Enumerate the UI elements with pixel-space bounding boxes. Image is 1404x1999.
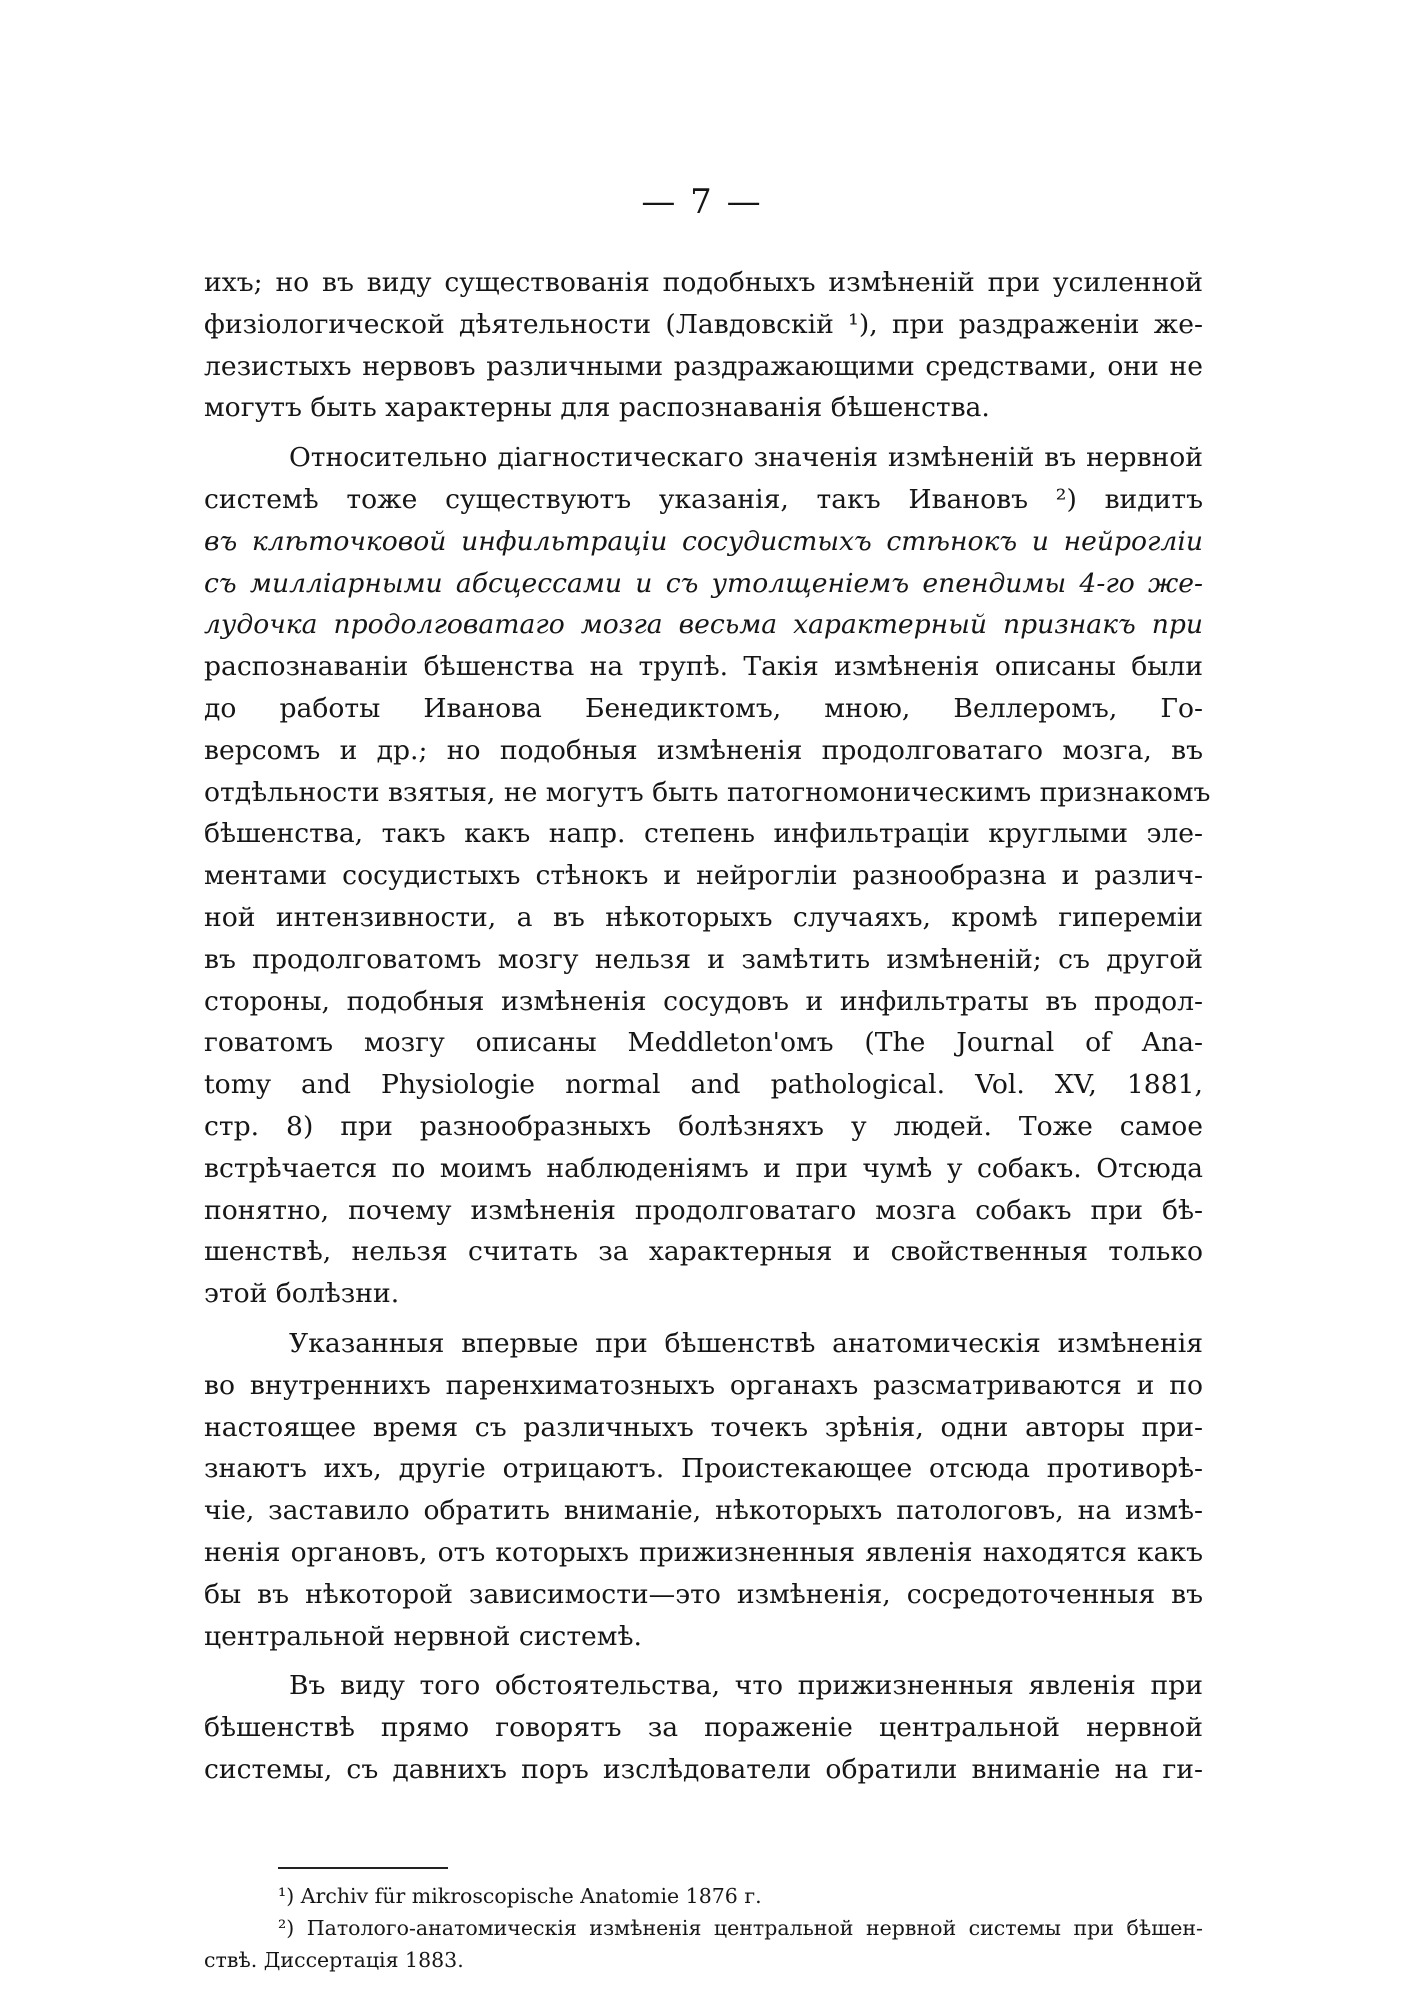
paragraph-1 bbox=[204, 262, 1203, 429]
text-line-italic: съ милліарными абсцессами и съ утолщеніемъ епендимы 4-го же- bbox=[204, 567, 1203, 599]
text-line: въ продолговатомъ мозгу нельзя и замѣтить измѣненій; съ другой bbox=[204, 943, 1203, 975]
text-line: этой болѣзни. bbox=[204, 1278, 400, 1310]
text-line: системы, съ давнихъ поръ изслѣдователи обратили вниманіе на ги- bbox=[204, 1753, 1203, 1785]
text-line: Въ виду того обстоятельства, что прижизненныя явленія при bbox=[289, 1670, 1203, 1702]
text-line: ментами сосудистыхъ стѣнокъ и нейрогліи разнообразна и различ- bbox=[204, 860, 1203, 892]
footnote-divider bbox=[278, 1867, 448, 1869]
text-line: ной интензивности, а въ нѣкоторыхъ случаяхъ, кромѣ гипереміи bbox=[204, 901, 1203, 933]
paragraph-3 bbox=[204, 1323, 1203, 1657]
text-line: понятно, почему измѣненія продолговатаго мозга собакъ при бѣ- bbox=[204, 1194, 1203, 1226]
footnote-1: ¹) Archiv für mikroscopische Anatomie 1876 г. bbox=[278, 1884, 762, 1908]
text-line: лезистыхъ нервовъ различными раздражающими средствами, они не bbox=[204, 350, 1203, 382]
text-line-italic: лудочка продолговатаго мозга весьма характерный признакъ при bbox=[204, 609, 1203, 641]
text-line: ненія органовъ, отъ которыхъ прижизненныя явленія находятся какъ bbox=[204, 1536, 1203, 1568]
text-line: говатомъ мозгу описаны Meddleton'омъ (The Journal of Ana- bbox=[204, 1027, 1203, 1059]
text-line: стр. 8) при разнообразныхъ болѣзняхъ у людей. Тоже самое bbox=[204, 1110, 1203, 1142]
text-line: Указанныя впервые при бѣшенствѣ анатомическія измѣненія bbox=[289, 1327, 1203, 1359]
text-line: отдѣльности взятыя, не могутъ быть патогномоническимъ признакомъ bbox=[204, 776, 1211, 808]
text-line: чіе, заставило обратить вниманіе, нѣкоторыхъ патологовъ, на измѣ- bbox=[204, 1495, 1203, 1527]
text-line-italic: въ клѣточковой инфильтраціи сосудистыхъ стѣнокъ и нейрогліи bbox=[204, 525, 1203, 557]
text-line: ихъ; но въ виду существованія подобныхъ измѣненій при усиленной bbox=[204, 267, 1203, 298]
footnote-2: ²) Патолого-анатомическія измѣненія центральной нервной системы при бѣшен- bbox=[278, 1916, 1203, 1940]
paragraph-2 bbox=[204, 437, 1211, 1315]
text-line: Относительно діагностическаго значенія измѣненій въ нервной bbox=[289, 442, 1203, 474]
text-line: бы въ нѣкоторой зависимости—это измѣненія, сосредоточенныя въ bbox=[204, 1578, 1203, 1610]
text-line: физіологической дѣятельности (Лавдовскій ¹), при раздраженіи же- bbox=[204, 308, 1203, 340]
paragraph-4 bbox=[204, 1665, 1203, 1790]
text-line: версомъ и др.; но подобныя измѣненія продолговатаго мозга, въ bbox=[204, 734, 1203, 766]
text-line: стороны, подобныя измѣненія сосудовъ и инфильтраты въ продол- bbox=[204, 985, 1203, 1017]
text-line: системѣ тоже существуютъ указанія, такъ Ивановъ ²) видитъ bbox=[204, 483, 1203, 515]
footnotes bbox=[204, 1880, 1203, 1976]
text-line: tomy and Physiologie normal and pathological. Vol. XV, 1881, bbox=[204, 1069, 1203, 1101]
text-line: бѣшенствѣ прямо говорятъ за пораженіе центральной нервной bbox=[204, 1712, 1203, 1744]
text-line: бѣшенства, такъ какъ напр. степень инфильтраціи круглыми эле- bbox=[204, 818, 1203, 850]
text-line: до работы Иванова Бенедиктомъ, мною, Веллеромъ, Го- bbox=[204, 692, 1203, 724]
text-line: знаютъ ихъ, другіе отрицаютъ. Проистекающее отсюда противорѣ- bbox=[204, 1453, 1203, 1485]
text-line: шенствѣ, нельзя считать за характерныя и свойственныя только bbox=[204, 1236, 1203, 1268]
text-line: настоящее время съ различныхъ точекъ зрѣнія, одни авторы при- bbox=[204, 1411, 1203, 1443]
text-line: распознаваніи бѣшенства на трупѣ. Такія измѣненія описаны были bbox=[204, 651, 1203, 683]
page-number: — 7 — bbox=[641, 182, 763, 222]
footnote-2-continuation: ствѣ. Диссертація 1883. bbox=[204, 1948, 464, 1972]
text-line: могутъ быть характерны для распознаванія бѣшенства. bbox=[204, 392, 990, 424]
text-line: встрѣчается по моимъ наблюденіямъ и при чумѣ у собакъ. Отсюда bbox=[204, 1152, 1203, 1184]
text-line: во внутреннихъ паренхиматозныхъ органахъ разсматриваются и по bbox=[204, 1369, 1203, 1401]
main-text bbox=[204, 262, 1211, 1791]
text-line: центральной нервной системѣ. bbox=[204, 1620, 642, 1652]
